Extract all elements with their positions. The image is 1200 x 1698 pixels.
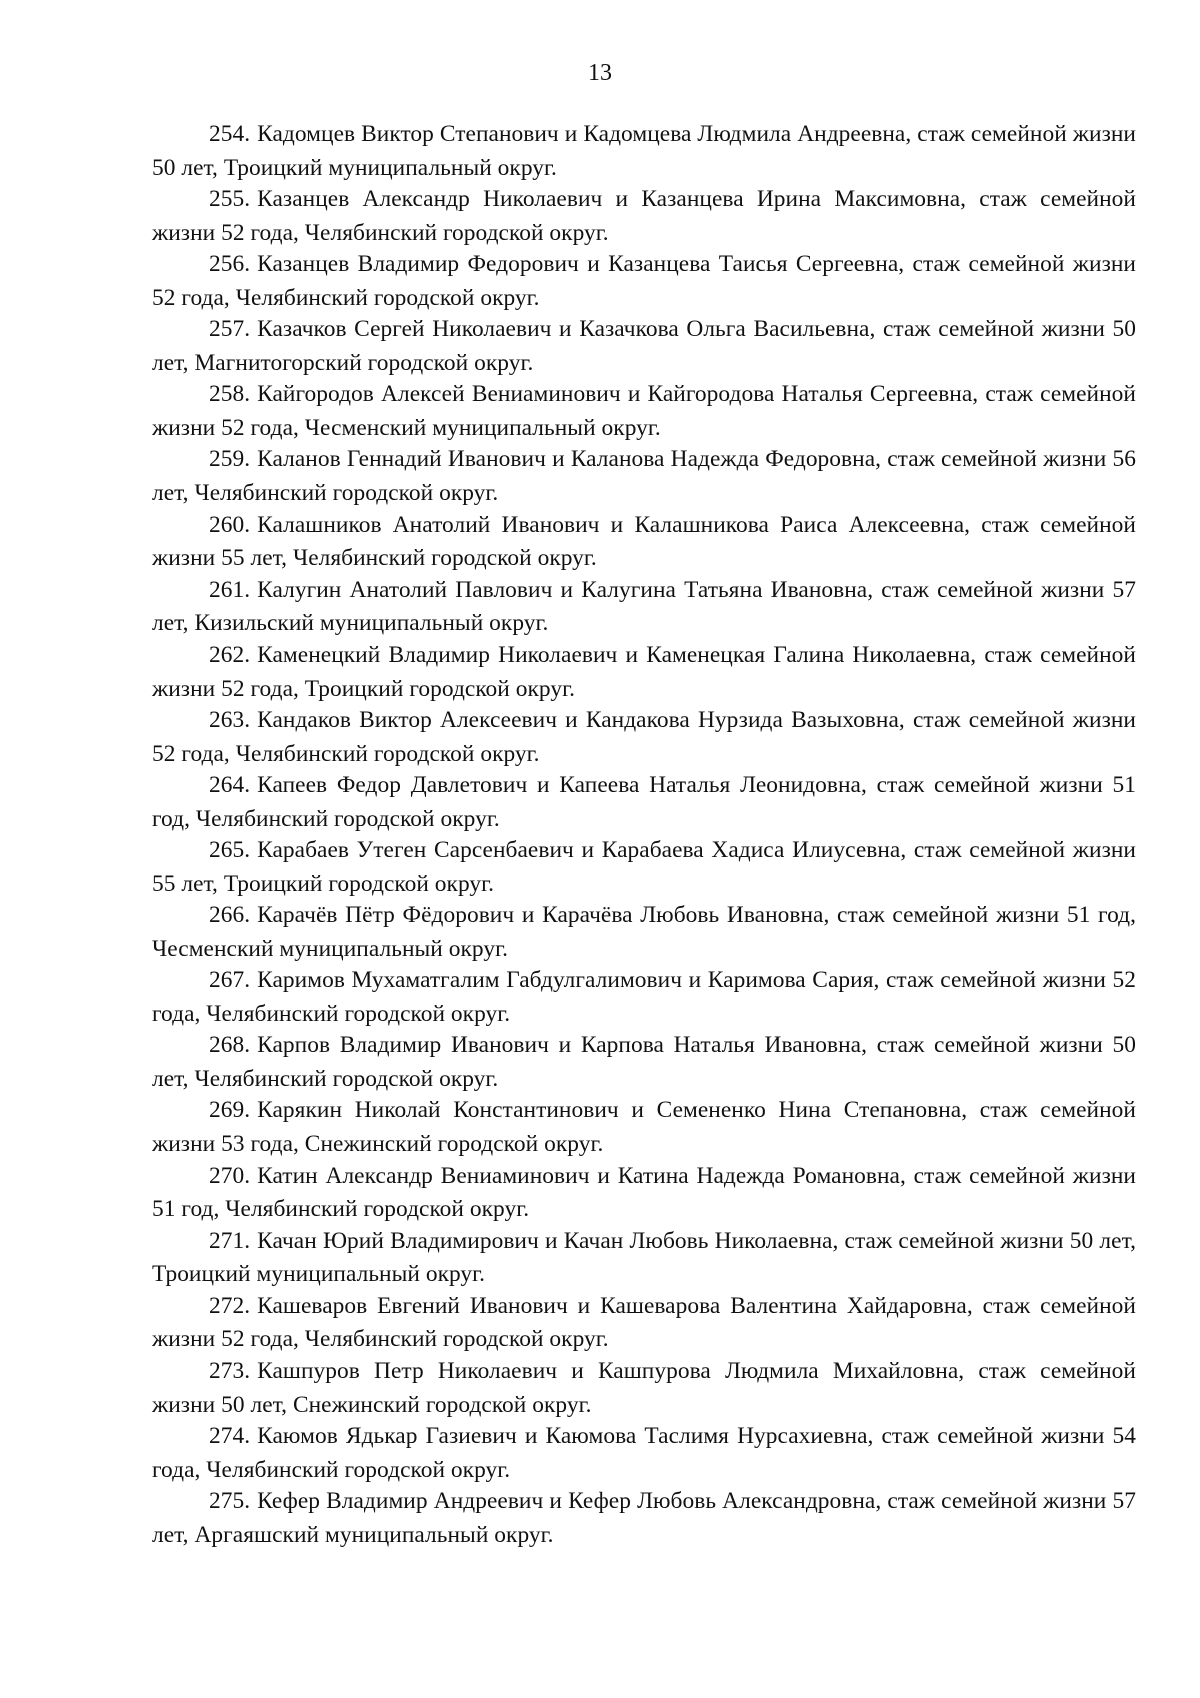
item-number: 262. [209,641,251,668]
item-text: Каланов Геннадий Иванович и Каланова Надежда Федоровна, стаж семейной жизни 56 лет, Челябинский городской округ. [152,446,1136,507]
list-item [152,378,1136,446]
item-number: 254. [209,121,251,147]
list-item [152,248,1136,316]
list-item [152,1485,1136,1553]
item-number: 268. [209,1032,251,1059]
entry-list [152,118,1136,1550]
item-text: Кашеваров Евгений Иванович и Кашеварова Валентина Хайдаровна, стаж семейной жизни 52 года, Челябинский городской округ. [152,1292,1136,1353]
item-number: 256. [209,251,251,278]
item-text: Кандаков Виктор Алексеевич и Кандакова Нурзида Вазыховна, стаж семейной жизни 52 года, Челябинский городской округ. [152,706,1136,767]
item-number: 258. [209,381,251,408]
item-number: 270. [209,1162,251,1189]
list-item [152,1029,1136,1097]
item-text: Качан Юрий Владимирович и Качан Любовь Николаевна, стаж семейной жизни 50 лет, Троицкий муниципальный округ. [152,1227,1136,1288]
list-item [152,834,1136,902]
item-text: Кайгородов Алексей Вениаминович и Кайгородова Наталья Сергеевна, стаж семейной жизни 52 года, Чесменский муниципальный округ. [152,381,1136,442]
item-text: Калашников Анатолий Иванович и Калашникова Раиса Алексеевна, стаж семейной жизни 55 лет, Челябинский городской округ. [152,511,1136,572]
list-item [152,118,1136,186]
item-number: 265. [209,837,251,864]
item-text: Казачков Сергей Николаевич и Казачкова Ольга Васильевна, стаж семейной жизни 50 лет, Магнитогорский городской округ. [152,316,1136,377]
list-item [152,574,1136,642]
list-item [152,313,1136,381]
item-text: Калугин Анатолий Павлович и Калугина Татьяна Ивановна, стаж семейной жизни 57 лет, Кизильский муниципальный округ. [152,576,1136,637]
list-item [152,509,1136,577]
list-item [152,1290,1136,1358]
list-item [152,964,1136,1032]
item-text: Капеев Федор Давлетович и Капеева Наталья Леонидовна, стаж семейной жизни 51 год, Челябинский городской округ. [152,771,1136,832]
item-text: Каюмов Ядькар Газиевич и Каюмова Таслимя Нурсахиевна, стаж семейной жизни 54 года, Челябинский городской округ. [152,1422,1136,1483]
item-text: Каменецкий Владимир Николаевич и Каменецкая Галина Николаевна, стаж семейной жизни 52 года, Троицкий городской округ. [152,641,1136,702]
item-text: Карабаев Утеген Сарсенбаевич и Карабаева Хадиса Илиусевна, стаж семейной жизни 55 лет, Троицкий городской округ. [152,837,1136,897]
item-text: Кефер Владимир Андреевич и Кефер Любовь Александровна, стаж семейной жизни 57 лет, Аргаяшский муниципальный округ. [152,1487,1136,1548]
item-number: 261. [209,576,251,603]
item-text: Карачёв Пётр Фёдорович и Карачёва Любовь Ивановна, стаж семейной жизни 51 год, Чесменский муниципальный округ. [152,902,1136,962]
item-text: Каримов Мухаматгалим Габдулгалимович и Каримова Сария, стаж семейной жизни 52 года, Челябинский городской округ. [152,967,1136,1028]
item-number: 269. [209,1097,251,1124]
list-item [152,183,1136,251]
item-text: Казанцев Владимир Федорович и Казанцева Таисья Сергеевна, стаж семейной жизни 52 года, Челябинский городской округ. [152,251,1136,311]
item-text: Карякин Николай Константинович и Семененко Нина Степановна, стаж семейной жизни 53 года, Снежинский городской округ. [152,1097,1136,1158]
item-number: 259. [209,446,251,473]
list-item [152,443,1136,511]
item-number: 255. [209,186,251,213]
item-text: Кашпуров Петр Николаевич и Кашпурова Людмила Михайловна, стаж семейной жизни 50 лет, Снежинский городской округ. [152,1357,1136,1418]
list-item [152,639,1136,707]
list-item [152,1094,1136,1162]
item-number: 272. [209,1292,251,1319]
list-item [152,1420,1136,1488]
item-text: Карпов Владимир Иванович и Карпова Наталья Ивановна, стаж семейной жизни 50 лет, Челябинский городской округ. [152,1032,1136,1093]
item-number: 257. [209,316,251,343]
item-number: 271. [209,1227,251,1254]
item-number: 263. [209,706,251,733]
list-item [152,1225,1136,1293]
item-text: Кадомцев Виктор Степанович и Кадомцева Людмила Андреевна, стаж семейной жизни 50 лет, Троицкий муниципальный округ. [152,121,1136,181]
item-text: Катин Александр Вениаминович и Катина Надежда Романовна, стаж семейной жизни 51 год, Челябинский городской округ. [152,1162,1136,1223]
page-number: 13 [588,60,612,86]
item-number: 260. [209,511,251,538]
item-text: Казанцев Александр Николаевич и Казанцева Ирина Максимовна, стаж семейной жизни 52 года, Челябинский городской округ. [152,186,1136,246]
item-number: 266. [209,902,251,929]
list-item [152,899,1136,967]
item-number: 275. [209,1487,251,1514]
item-number: 264. [209,771,251,798]
list-item [152,1160,1136,1228]
item-number: 274. [209,1422,251,1449]
list-item [152,704,1136,772]
list-item [152,769,1136,837]
item-number: 267. [209,967,251,994]
list-item [152,1355,1136,1423]
item-number: 273. [209,1357,251,1384]
